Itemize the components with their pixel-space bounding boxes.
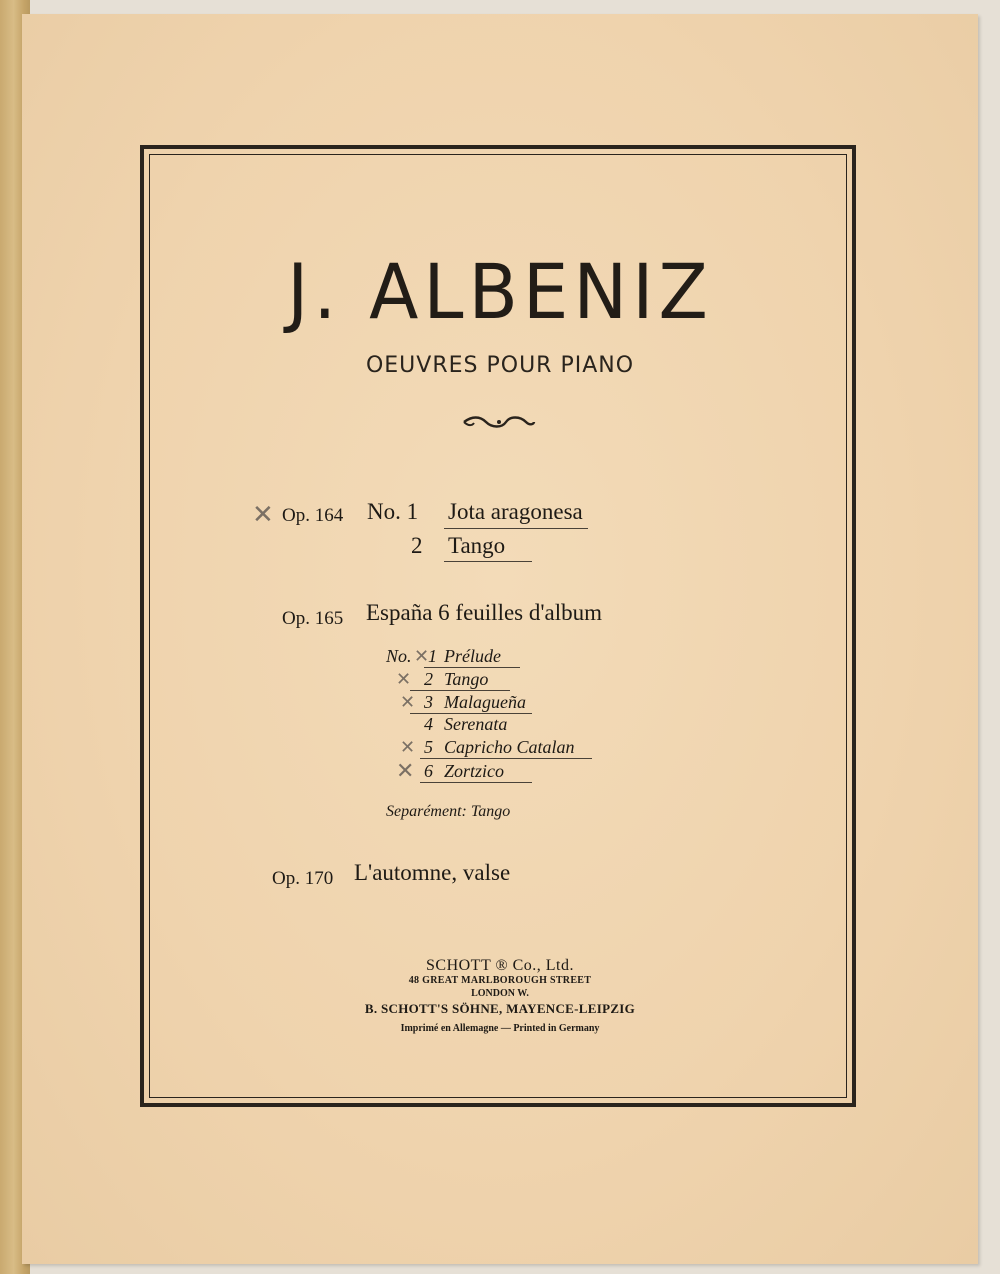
opus-165-item-title: Malagueña <box>444 692 526 712</box>
opus-165-item-number: 4 <box>424 714 433 734</box>
opus-165-label: Op. 165 <box>282 608 344 629</box>
opus-165-title: España 6 feuilles d'album <box>366 600 602 625</box>
opus-164-item-2: Tango <box>448 533 506 558</box>
publisher-german-house: B. SCHOTT'S SÖHNE, MAYENCE-LEIPZIG <box>364 1001 636 1016</box>
ornament-flourish-icon <box>462 414 536 430</box>
opus-164-label: Op. 164 <box>282 505 344 526</box>
opus-170-label: Op. 170 <box>272 868 334 889</box>
pencil-x-mark-icon: ✕ <box>400 692 416 713</box>
collection-subtitle: OEUVRES POUR PIANO <box>365 353 635 378</box>
opus-170-title: L'automne, valse <box>354 860 511 885</box>
opus-165-item-number: 2 <box>424 669 433 689</box>
pencil-x-mark-icon: ✕ <box>252 500 274 530</box>
opus-165-item-number: 6 <box>424 761 433 781</box>
pencil-underline <box>444 528 588 529</box>
publisher-street: 48 GREAT MARLBOROUGH STREET <box>408 975 592 986</box>
pencil-underline <box>420 758 592 759</box>
opus-165-item-title: Capricho Catalan <box>444 737 575 757</box>
opus-165-item-number: 3 <box>424 692 433 712</box>
pencil-x-mark-icon: ✕ <box>414 646 430 667</box>
opus-164-no-label: No. 1 <box>367 499 419 524</box>
pencil-underline <box>410 690 510 691</box>
print-location-note: Imprimé en Allemagne — Printed in Germany <box>400 1023 600 1034</box>
pencil-x-mark-icon: ✕ <box>396 759 415 784</box>
opus-164-item-1: Jota aragonesa <box>448 499 583 524</box>
pencil-underline <box>424 667 520 668</box>
pencil-x-mark-icon: ✕ <box>400 737 416 758</box>
pencil-underline <box>444 561 532 562</box>
opus-165-item-title: Serenata <box>444 714 508 734</box>
opus-165-item-title: Prélude <box>444 646 501 666</box>
publisher-city: LONDON W. <box>471 988 529 999</box>
separately-note: Separément: Tango <box>386 803 511 820</box>
opus-165-item-number: 5 <box>424 737 433 757</box>
composer-title: J. ALBENIZ <box>287 247 713 337</box>
opus-165-item-number: 1 <box>428 646 437 666</box>
opus-164-num-2: 2 <box>411 533 423 558</box>
opus-165-item-title: Zortzico <box>444 761 505 781</box>
pencil-underline <box>420 782 532 783</box>
opus-165-item-title: Tango <box>444 669 489 689</box>
publisher-name: SCHOTT ® Co., Ltd. <box>426 957 574 974</box>
pencil-x-mark-icon: ✕ <box>396 669 412 690</box>
opus-165-no-label: No. <box>386 646 412 666</box>
